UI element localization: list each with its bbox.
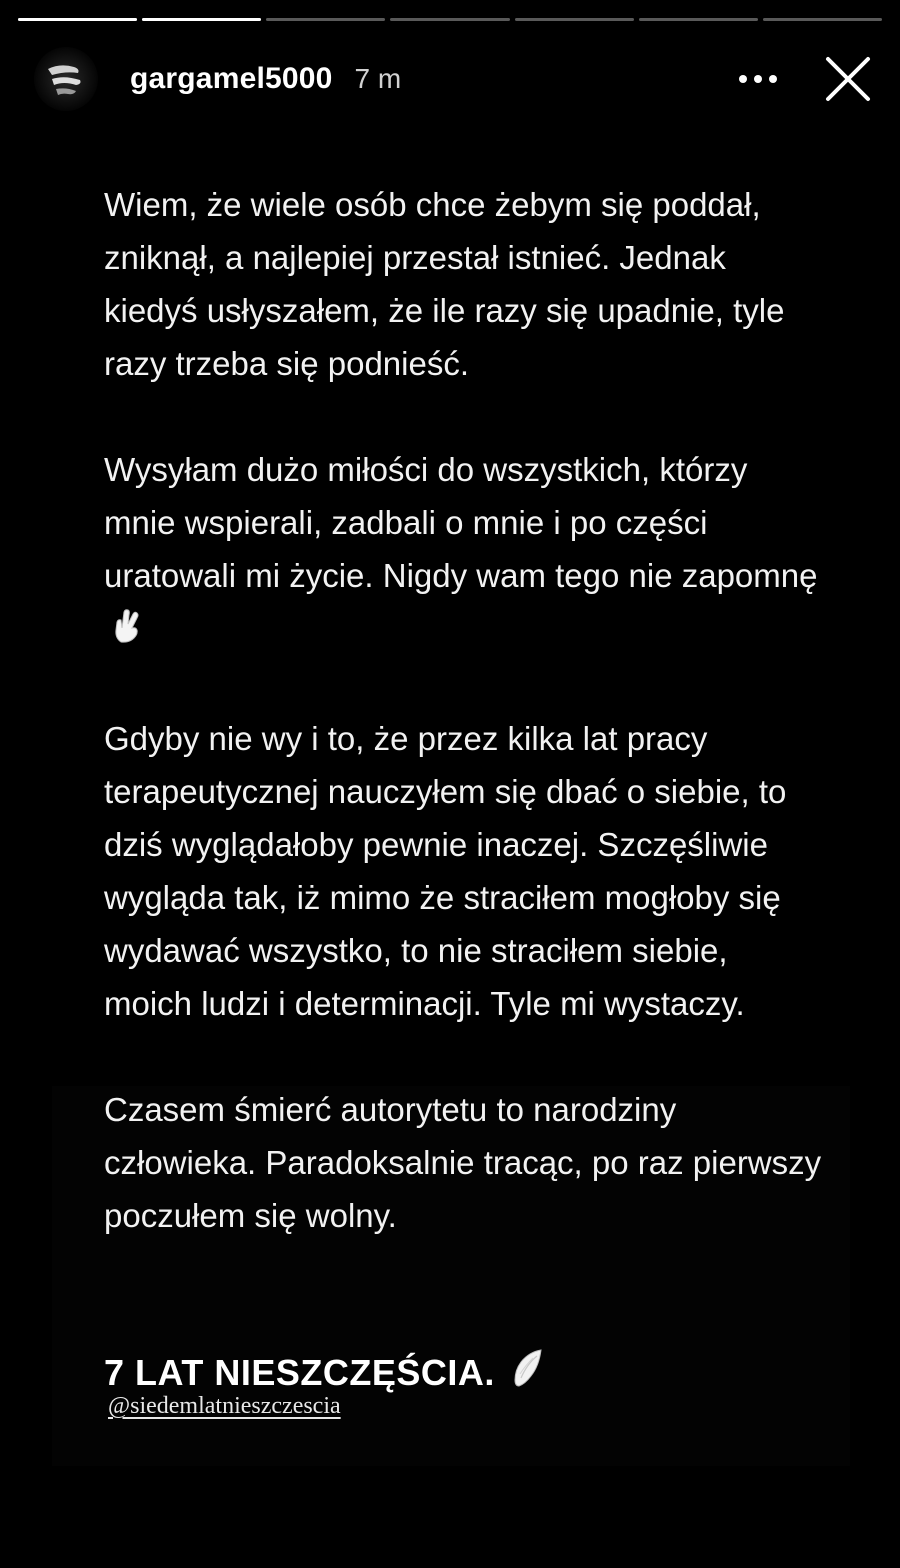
close-icon bbox=[824, 55, 872, 103]
wing-icon bbox=[511, 1348, 545, 1397]
story-text bbox=[104, 178, 824, 1295]
story-progress-fill bbox=[18, 18, 137, 21]
avatar[interactable] bbox=[34, 47, 98, 111]
story-progress-segment bbox=[390, 18, 509, 21]
story-progress-segment bbox=[639, 18, 758, 21]
paragraph-1: Wiem, że wiele osób chce żebym się poddał, zniknął, a najlepiej przestał istnieć. Jednak kiedyś usłyszałem, że ile razy się upadnie, tyle razy trzeba się podnieść. bbox=[104, 186, 785, 382]
more-options-icon bbox=[738, 74, 778, 84]
crossed-fingers-icon bbox=[112, 606, 142, 659]
paragraph-3: Gdyby nie wy i to, że przez kilka lat pracy terapeutycznej nauczyłem się dbać o siebie, to dziś wyglądałoby pewnie inaczej. Szczęśliwie wygląda tak, iż mimo że straciłem mogłoby się wydawać wszystko, to nie straciłem siebie, moich ludzi i determinacji. Tyle mi wystaczy. bbox=[104, 720, 787, 1022]
story-progress-segment bbox=[515, 18, 634, 21]
mention-link[interactable]: @siedemlatnieszczescia bbox=[108, 1393, 341, 1419]
brand-title-text: 7 LAT NIESZCZĘŚCIA. bbox=[104, 1351, 495, 1393]
post-time: 7 m bbox=[354, 63, 402, 94]
story-header bbox=[34, 44, 878, 114]
more-options-button[interactable] bbox=[728, 49, 788, 109]
avatar-icon bbox=[34, 47, 98, 111]
story-progress-segment bbox=[142, 18, 261, 21]
story-progress-segment bbox=[18, 18, 137, 21]
close-button[interactable] bbox=[818, 49, 878, 109]
paragraph-4: Czasem śmierć autorytetu to narodziny człowieka. Paradoksalnie tracąc, po raz pierwszy poczułem się wolny. bbox=[104, 1091, 822, 1234]
paragraph-2 bbox=[104, 443, 824, 659]
paragraph-2-text: Wysyłam dużo miłości do wszystkich, którzy mnie wspierali, zadbali o mnie i po części uratowali mi życie. Nigdy wam tego nie zapomnę bbox=[104, 451, 818, 594]
username[interactable]: gargamel5000 bbox=[130, 62, 333, 95]
story-progress-segment bbox=[763, 18, 882, 21]
story-progress-segment bbox=[266, 18, 385, 21]
brand-title bbox=[104, 1348, 545, 1397]
story-progress-fill bbox=[142, 18, 261, 21]
story-progress-bar bbox=[18, 18, 882, 21]
